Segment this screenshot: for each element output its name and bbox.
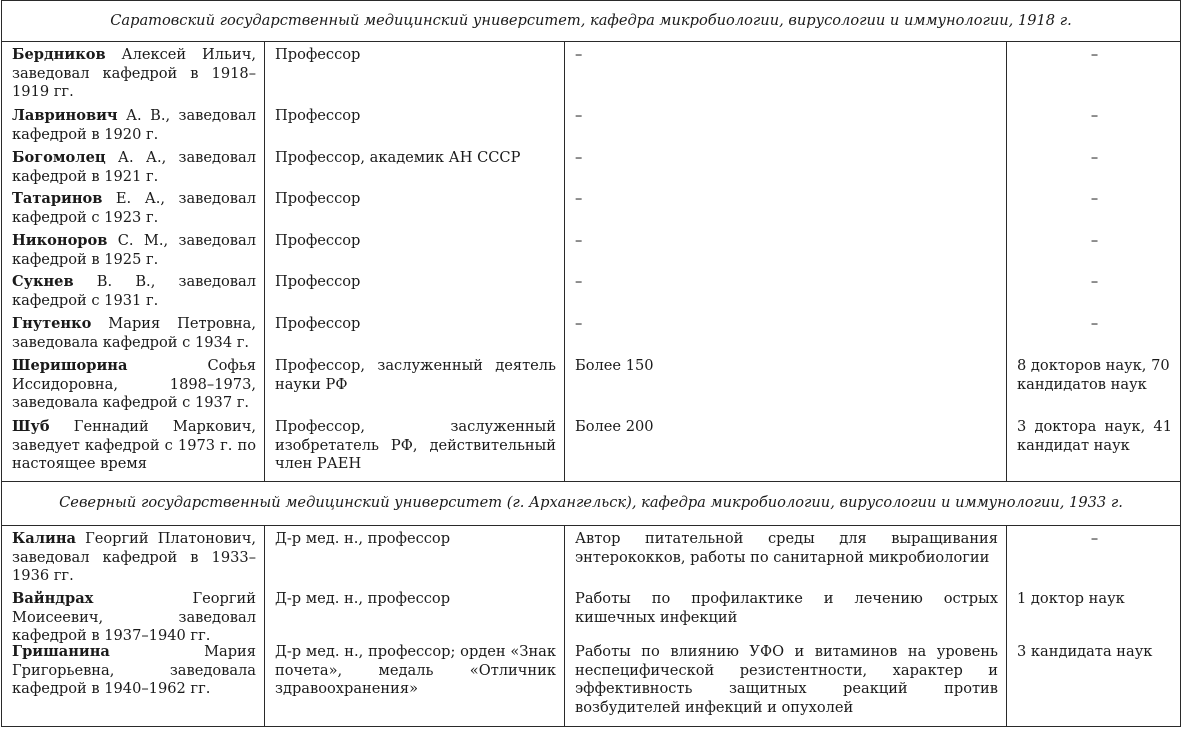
head-surname: Шеришорина — [12, 357, 128, 374]
table-row — [12, 418, 256, 478]
head-surname: Калина — [12, 530, 76, 547]
works-column — [565, 42, 1007, 482]
students-value: – — [1090, 149, 1099, 166]
academic-title: Профессор, академик АН СССР — [275, 149, 521, 166]
titles-column — [265, 42, 565, 482]
works-value: – — [575, 273, 583, 290]
heads-of-departments-table — [1, 0, 1181, 727]
table-row — [12, 643, 256, 723]
head-surname: Шуб — [12, 418, 50, 435]
head-surname: Бердников — [12, 46, 106, 63]
students-value: – — [1090, 107, 1099, 124]
works-value: – — [575, 315, 583, 332]
table-row — [12, 232, 256, 273]
table-row — [12, 107, 256, 149]
section-body-saratov — [2, 42, 1181, 482]
section-body-arkhangelsk — [2, 526, 1181, 727]
head-details: Софья Иссидоровна, 1898–1973, заведовала кафедрой с 1937 г. — [12, 357, 256, 412]
works-value: – — [575, 107, 583, 124]
academic-title: Профессор — [275, 107, 361, 124]
head-details: С. М., заведовал кафедрой в 1925 г. — [12, 232, 256, 268]
titles-column — [265, 526, 565, 727]
head-details: Георгий Платонович, заведовал кафедрой в 1933–1936 гг. — [12, 530, 256, 585]
head-details: А. В., заведовал кафедрой в 1920 г. — [12, 107, 256, 143]
students-value: 1 доктор наук — [1017, 590, 1125, 607]
academic-title: Д-р мед. н., профессор — [275, 590, 451, 607]
works-value: – — [575, 232, 583, 249]
head-surname: Гришанина — [12, 643, 110, 660]
students-value: – — [1090, 232, 1099, 249]
head-surname: Сукнев — [12, 273, 74, 290]
works-value: Работы по влиянию УФО и витаминов на уровень неспецифической резистентности, характер и эффективность защитных реакций против возбудителей инфекций и опухолей — [575, 643, 998, 716]
head-surname: Гнутенко — [12, 315, 92, 332]
students-value: 3 кандидата наук — [1017, 643, 1153, 660]
head-details: Алексей Ильич, заведовал кафедрой в 1918–1919 гг. — [12, 46, 256, 101]
table-row — [12, 315, 256, 357]
head-details: Мария Петровна, заведовала кафедрой с 1934 г. — [12, 315, 256, 351]
works-column — [565, 526, 1007, 727]
names-column — [2, 526, 265, 727]
academic-title: Профессор — [275, 315, 361, 332]
head-details: А. А., заведовал кафедрой в 1921 г. — [12, 149, 256, 185]
academic-title: Профессор, заслуженный деятель науки РФ — [275, 357, 556, 393]
students-value: 3 доктора наук, 41 кандидат наук — [1017, 418, 1172, 454]
students-column — [1007, 42, 1181, 482]
academic-title: Профессор — [275, 273, 361, 290]
works-value: Более 200 — [575, 418, 654, 435]
head-details: Геннадий Маркович, заведует кафедрой с 1973 г. по настоящее время — [12, 418, 256, 473]
academic-title: Профессор — [275, 232, 361, 249]
head-surname: Вайндрах — [12, 590, 94, 607]
academic-title: Профессор — [275, 190, 361, 207]
head-details: В. В., заведовал кафедрой с 1931 г. — [12, 273, 256, 309]
academic-title: Профессор, заслуженный изобретатель РФ, действительный член РАЕН — [275, 418, 556, 473]
head-surname: Татаринов — [12, 190, 103, 207]
head-surname: Никоноров — [12, 232, 108, 249]
table-row — [12, 357, 256, 418]
table-row — [12, 530, 256, 590]
section-title: Северный государственный медицинский университет (г. Архангельск), кафедра микробиологии, вирусологии и иммунологии, 1933 г. — [2, 482, 1181, 526]
section-header-saratov — [2, 1, 1181, 42]
section-title: Саратовский государственный медицинский университет, кафедра микробиологии, вирусологии и иммунологии, 1918 г. — [2, 1, 1181, 42]
names-column — [2, 42, 265, 482]
students-value: – — [1090, 315, 1099, 332]
students-value: – — [1090, 530, 1099, 547]
works-value: Автор питательной среды для выращивания энтерококков, работы по санитарной микробиологии — [575, 530, 998, 566]
table-row — [12, 590, 256, 643]
head-details: Мария Григорьевна, заведовала кафедрой в 1940–1962 гг. — [12, 643, 256, 698]
head-details: Е. А., заведовал кафедрой с 1923 г. — [12, 190, 256, 226]
students-value: – — [1090, 273, 1099, 290]
academic-title: Д-р мед. н., профессор; орден «Знак почета», медаль «Отличник здравоохранения» — [275, 643, 556, 698]
table-row — [12, 273, 256, 315]
table-row — [12, 46, 256, 107]
works-value: – — [575, 149, 583, 166]
table-row — [12, 190, 256, 232]
works-value: – — [575, 190, 583, 207]
academic-title: Д-р мед. н., профессор — [275, 530, 451, 547]
students-value: – — [1090, 190, 1099, 207]
works-value: Более 150 — [575, 357, 654, 374]
students-value: 8 докторов наук, 70 кандидатов наук — [1017, 357, 1170, 393]
head-details: Георгий Моисеевич, заведовал кафедрой в 1937–1940 гг. — [12, 590, 256, 643]
works-value: – — [575, 46, 583, 63]
students-value: – — [1090, 46, 1099, 63]
academic-title: Профессор — [275, 46, 361, 63]
section-header-arkhangelsk — [2, 482, 1181, 526]
head-surname: Лавринович — [12, 107, 118, 124]
table-row — [12, 149, 256, 190]
students-column — [1007, 526, 1181, 727]
head-surname: Богомолец — [12, 149, 106, 166]
works-value: Работы по профилактике и лечению острых кишечных инфекций — [575, 590, 998, 626]
